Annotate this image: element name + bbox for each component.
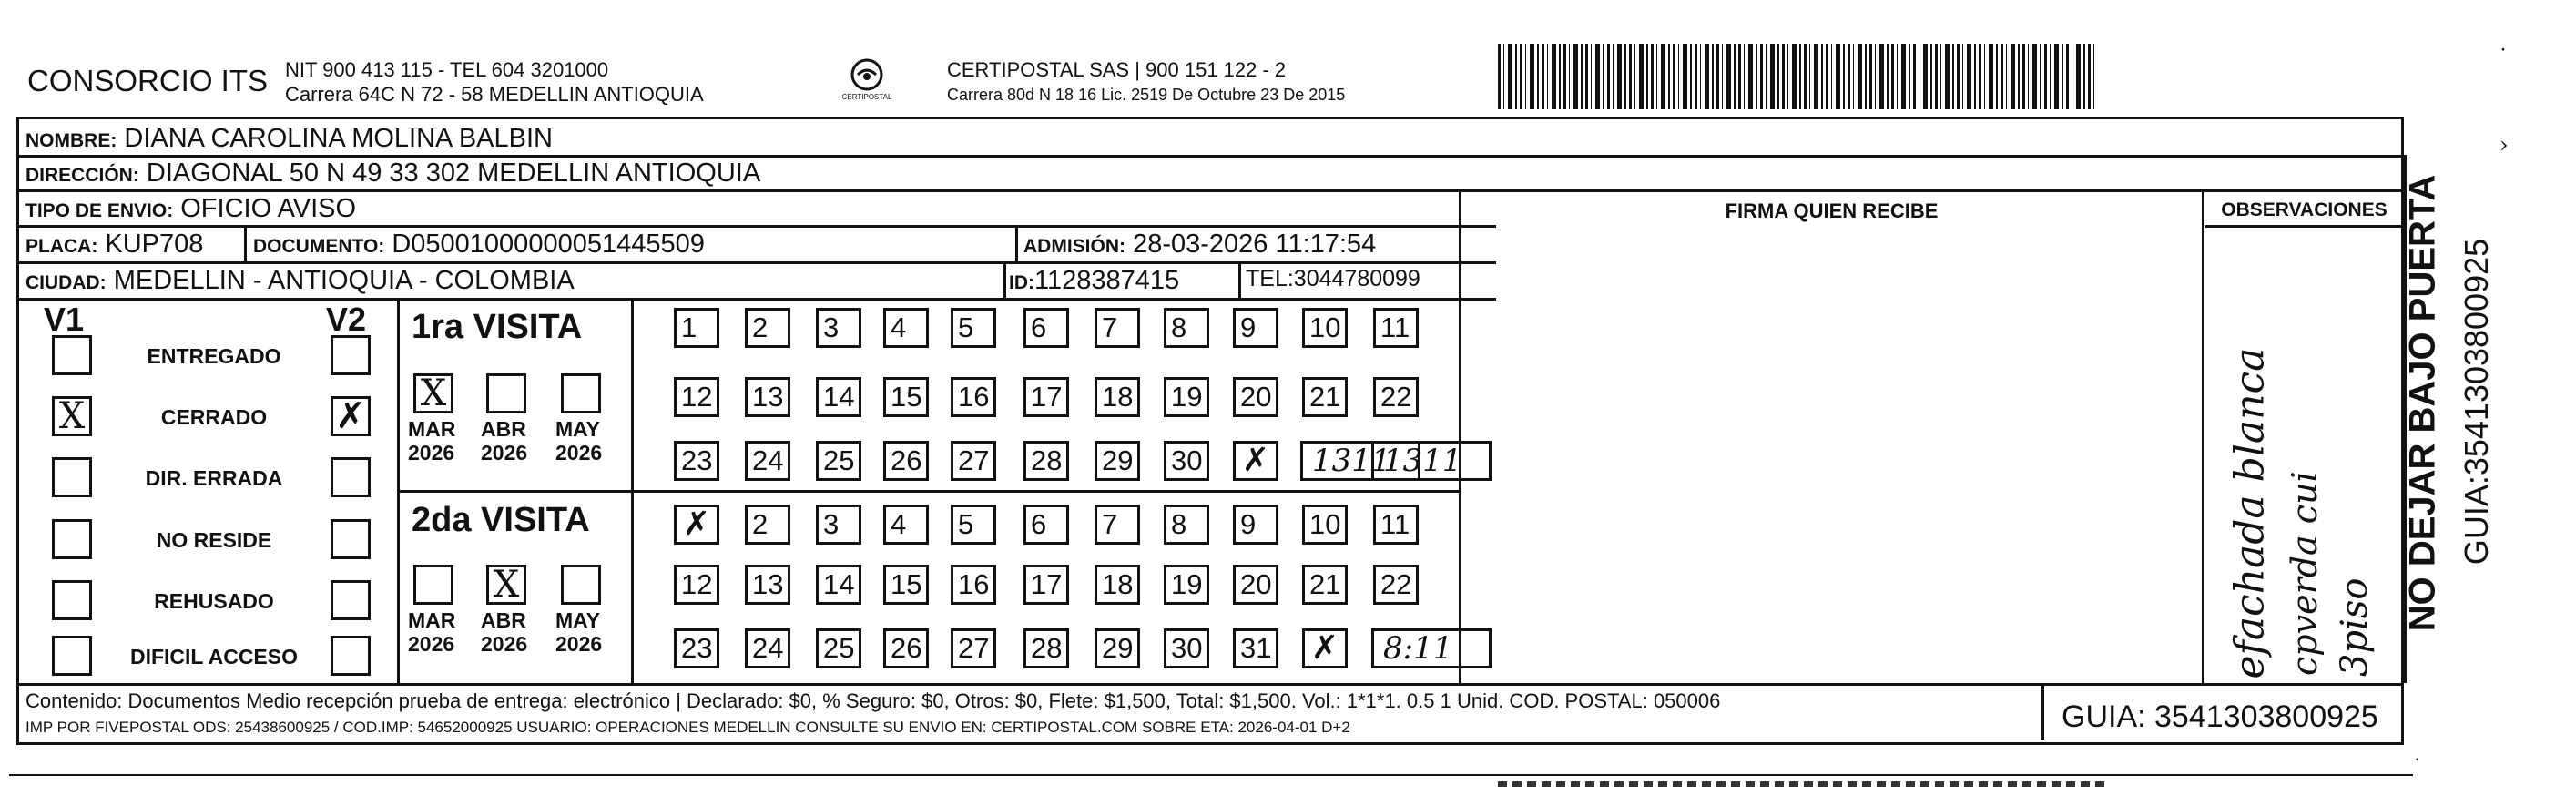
id-label: ID: — [1009, 272, 1034, 293]
day-box[interactable]: 28 — [1023, 628, 1069, 668]
type-row — [25, 194, 356, 224]
status-label: ENTREGADO — [147, 344, 281, 368]
month-label: MAY — [555, 417, 600, 441]
company-address: Carrera 64C N 72 - 58 MEDELLIN ANTIOQUIA — [285, 83, 704, 106]
year-label: 2026 — [408, 441, 455, 464]
v2-checkbox[interactable] — [331, 457, 371, 497]
day-box[interactable]: 27 — [951, 441, 996, 481]
day-box[interactable]: 26 — [883, 628, 929, 668]
day-box[interactable]: 4 — [883, 505, 929, 545]
day-box[interactable]: 2 — [745, 308, 790, 348]
day-box[interactable]: 22 — [1373, 565, 1419, 605]
day-box[interactable]: 30 — [1164, 441, 1209, 481]
day-box[interactable]: 16 — [951, 377, 996, 417]
time-box[interactable]: 8:11 — [1371, 628, 1492, 668]
id-value: 1128387415 — [1034, 266, 1180, 295]
day-box[interactable]: 30 — [1164, 628, 1209, 668]
name-label: NOMBRE: — [25, 130, 117, 151]
day-box[interactable]: 17 — [1023, 377, 1069, 417]
day-box[interactable]: ✗ — [674, 505, 719, 545]
document-row — [253, 230, 705, 260]
address-row — [25, 158, 760, 189]
plate-row — [25, 230, 203, 260]
footer-imp: IMP POR FIVEPOSTAL ODS: 25438600925 / COD.IMP: 54652000925 USUARIO: OPERACIONES MEDELLIN CONSULTE SU ENVIO EN: CERTIPOSTAL.COM SOBRE ETA: 2026-04-01 D+2 — [25, 719, 1350, 736]
admission-label: ADMISIÓN: — [1023, 236, 1125, 257]
day-box[interactable]: 22 — [1373, 377, 1419, 417]
day-box[interactable]: 10 — [1302, 505, 1348, 545]
year-label: 2026 — [481, 632, 528, 656]
day-box[interactable]: 9 — [1233, 308, 1278, 348]
day-box[interactable]: 11 — [1373, 308, 1419, 348]
day-box[interactable]: 3 — [816, 308, 861, 348]
day-box[interactable]: 18 — [1095, 377, 1140, 417]
v1-checkbox[interactable] — [52, 580, 92, 620]
footer-guia: GUIA: 3541303800925 — [2062, 699, 2378, 734]
tel-label: TEL: — [1246, 266, 1294, 291]
day-box[interactable]: 8 — [1164, 308, 1209, 348]
day-box[interactable]: 7 — [1095, 505, 1140, 545]
observations-header: OBSERVACIONES — [2221, 199, 2388, 220]
day-box[interactable]: 10 — [1302, 308, 1348, 348]
day-box[interactable]: 6 — [1023, 505, 1069, 545]
day-box[interactable]: 21 — [1302, 377, 1348, 417]
day-box[interactable]: 11 — [1373, 505, 1419, 545]
day-box[interactable]: 19 — [1164, 377, 1209, 417]
month-checkbox[interactable] — [561, 565, 601, 605]
company-nit: NIT 900 413 115 - TEL 604 3201000 — [285, 58, 609, 81]
month-label: MAY — [555, 608, 600, 632]
day-box[interactable]: 27 — [951, 628, 996, 668]
day-box[interactable]: 6 — [1023, 308, 1069, 348]
company-name: CONSORCIO ITS — [27, 64, 269, 97]
v2-checkbox[interactable] — [331, 636, 371, 676]
signature-header: FIRMA QUIEN RECIBE — [1725, 199, 1939, 222]
city-value: MEDELLIN - ANTIOQUIA - COLOMBIA — [113, 266, 575, 295]
observation-line-2: cpverda cui — [2285, 471, 2325, 676]
month-checkbox[interactable] — [486, 373, 526, 413]
day-box[interactable]: 2 — [745, 505, 790, 545]
carrier-address: Carrera 80d N 18 16 Lic. 2519 De Octubre 23 De 2015 — [947, 86, 1346, 104]
v2-label: V2 — [326, 301, 367, 338]
day-box[interactable]: 3 — [816, 505, 861, 545]
day-box[interactable]: 4 — [883, 308, 929, 348]
year-label: 2026 — [408, 632, 455, 656]
recipient-name: DIANA CAROLINA MOLINA BALBIN — [124, 124, 553, 153]
day-box[interactable]: 23 — [674, 628, 719, 668]
tel-row — [1246, 266, 1420, 292]
observation-line-3: 3piso — [2334, 577, 2376, 677]
visit2-title: 2da VISITA — [412, 501, 590, 539]
day-box[interactable]: 14 — [816, 565, 861, 605]
day-box[interactable]: 12 — [674, 377, 719, 417]
city-row — [25, 266, 575, 296]
plate-value: KUP708 — [105, 230, 204, 259]
v1-checkbox[interactable] — [52, 519, 92, 559]
v1-checkbox[interactable] — [52, 636, 92, 676]
day-box[interactable]: 9 — [1233, 505, 1278, 545]
month-checkbox[interactable]: X — [486, 565, 526, 605]
status-label: DIFICIL ACCESO — [129, 645, 298, 668]
day-box[interactable]: 17 — [1023, 565, 1069, 605]
admission-value: 28-03-2026 11:17:54 — [1133, 230, 1377, 259]
day-box[interactable]: 14 — [816, 377, 861, 417]
v1-label: V1 — [44, 301, 85, 338]
side-guia: GUIA:3541303800925 — [2458, 238, 2495, 566]
year-label: 2026 — [555, 441, 603, 464]
day-box[interactable]: 7 — [1095, 308, 1140, 348]
address-label: DIRECCIÓN: — [25, 165, 139, 186]
document-value: D05001000000051445509 — [392, 230, 705, 259]
v2-checkbox[interactable] — [331, 335, 371, 375]
v1-checkbox[interactable]: X — [52, 396, 92, 436]
day-box[interactable]: 24 — [745, 628, 790, 668]
day-box[interactable]: 1 — [674, 308, 719, 348]
status-label: REHUSADO — [154, 589, 274, 613]
bottom-dashes — [1498, 781, 2108, 787]
month-checkbox[interactable]: X — [413, 373, 453, 413]
v1-checkbox[interactable] — [52, 457, 92, 497]
type-label: TIPO DE ENVIO: — [25, 200, 174, 221]
visit1-title: 1ra VISITA — [412, 308, 583, 346]
day-box[interactable]: 20 — [1233, 377, 1278, 417]
day-box[interactable]: 26 — [883, 441, 929, 481]
status-label: CERRADO — [160, 405, 268, 429]
carrier-info: CERTIPOSTAL SAS | 900 151 122 - 2 — [947, 58, 1287, 81]
day-box[interactable]: 31 — [1233, 628, 1278, 668]
day-box[interactable]: 29 — [1095, 628, 1140, 668]
year-label: 2026 — [555, 632, 603, 656]
day-box[interactable]: 23 — [674, 441, 719, 481]
time-box[interactable]: 1311 — [1300, 441, 1420, 481]
observation-line-1: efachada blanca — [2226, 347, 2274, 679]
status-label: NO RESIDE — [156, 528, 272, 552]
month-label: ABR — [481, 608, 526, 632]
tel-value: 3044780099 — [1293, 266, 1420, 291]
day-box[interactable]: 5 — [951, 308, 996, 348]
admission-row — [1023, 230, 1376, 260]
day-box[interactable]: 13 — [745, 377, 790, 417]
day-box[interactable]: 8 — [1164, 505, 1209, 545]
day-box[interactable]: 25 — [816, 441, 861, 481]
city-label: CIUDAD: — [25, 272, 107, 293]
day-box[interactable]: 13 — [745, 565, 790, 605]
side-mark: › — [2500, 132, 2509, 158]
footer-contents: Contenido: Documentos Medio recepción prueba de entrega: electrónico | Declarado: $0, % Seguro: $0, Otros: $0, Flete: $1,500, Total: $1,500. Vol.: 1*1*1. 0.5 1 Unid. COD. POSTAL: 050006 — [25, 689, 1721, 712]
bottom-rule — [9, 774, 2413, 776]
day-box[interactable]: 12 — [674, 565, 719, 605]
day-box[interactable]: 16 — [951, 565, 996, 605]
status-label: DIR. ERRADA — [145, 466, 283, 490]
certipostal-logo — [840, 56, 894, 101]
day-box[interactable]: 5 — [951, 505, 996, 545]
name-row — [25, 124, 553, 154]
day-box[interactable]: 28 — [1023, 441, 1069, 481]
time-box[interactable]: 1311 — [1371, 441, 1492, 481]
day-box[interactable]: 15 — [883, 565, 929, 605]
v1-checkbox[interactable] — [52, 335, 92, 375]
barcode — [1498, 44, 2094, 109]
day-box[interactable]: 25 — [816, 628, 861, 668]
corner-mark: · — [2500, 36, 2507, 61]
document-label: DOCUMENTO: — [253, 236, 385, 257]
month-checkbox[interactable] — [413, 565, 453, 605]
plate-label: PLACA: — [25, 236, 98, 257]
day-box[interactable]: 21 — [1302, 565, 1348, 605]
day-box[interactable]: 19 — [1164, 565, 1209, 605]
day-box[interactable]: 20 — [1233, 565, 1278, 605]
v2-checkbox[interactable] — [331, 580, 371, 620]
month-label: MAR — [408, 417, 456, 441]
corner-dot: · — [2414, 747, 2421, 770]
v2-checkbox[interactable]: ✗ — [331, 396, 371, 436]
day-box[interactable]: 29 — [1095, 441, 1140, 481]
observations-area — [2204, 228, 2404, 683]
day-box[interactable]: 15 — [883, 377, 929, 417]
recipient-address: DIAGONAL 50 N 49 33 302 MEDELLIN ANTIOQUIA — [146, 158, 761, 188]
month-checkbox[interactable] — [561, 373, 601, 413]
year-label: 2026 — [481, 441, 528, 464]
day-box[interactable]: 24 — [745, 441, 790, 481]
id-row — [1009, 266, 1179, 296]
day-box[interactable]: ✗ — [1233, 441, 1278, 481]
side-banner: NO DEJAR BAJO PUERTA — [2402, 174, 2443, 632]
logo-text: CERTIPOSTAL — [841, 93, 892, 101]
month-label: ABR — [481, 417, 526, 441]
month-label: MAR — [408, 608, 456, 632]
shipment-type: OFICIO AVISO — [180, 194, 357, 223]
logo-icon — [849, 56, 885, 93]
day-box[interactable]: ✗ — [1302, 628, 1348, 668]
v2-checkbox[interactable] — [331, 519, 371, 559]
day-box[interactable]: 18 — [1095, 565, 1140, 605]
